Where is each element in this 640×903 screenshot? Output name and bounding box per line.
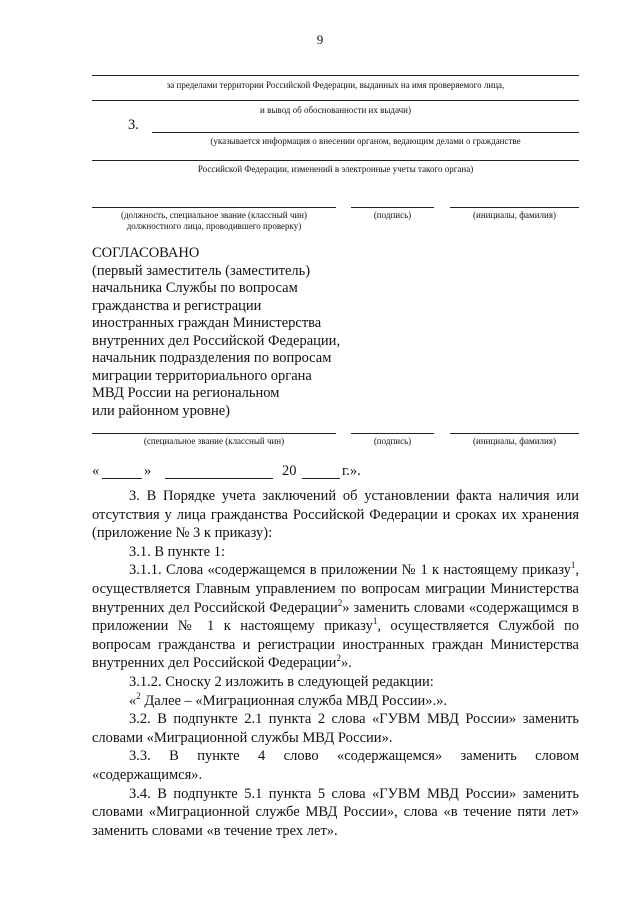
- sig1-position-rule: [92, 207, 336, 208]
- p311-part-c: » заменить словами «содержащимся в приложении № 1 к настоящему приказу: [92, 599, 580, 635]
- form-caption-1: за пределами территории Российской Федерации, выданных на имя проверяемого лица,: [166, 80, 505, 90]
- paragraph-3-1-1: [92, 561, 579, 673]
- sig1-name-rule: [450, 207, 579, 208]
- form-caption-2: и вывод об обоснованности их выдачи): [260, 105, 411, 115]
- paragraph-3-2: 3.2. В подпункте 2.1 пункта 2 слова «ГУВМ МВД России» заменить словами «Миграционной службы МВД России».: [92, 711, 579, 746]
- sig1-position-caption-b: должностного лица, проводившего проверку): [126, 221, 302, 231]
- form-caption-3: (указывается информация о внесении органом, ведающим делами о гражданстве: [210, 136, 521, 146]
- date-open-quote: «: [92, 463, 100, 479]
- form-rule-2: [92, 100, 579, 101]
- paragraph-3: 3. В Порядке учета заключений об установлении факта наличия или отсутствия у лица гражданства Российской Федерации и сроках их хранения (приложение № 3 к приказу):: [92, 488, 579, 542]
- approval-line: или районном уровне): [92, 402, 230, 419]
- paragraph-3-1: 3.1. В пункте 1:: [129, 543, 225, 560]
- p311-part-a: 3.1.1. Слова «содержащемся в приложении № 1 к настоящему приказу: [129, 562, 571, 579]
- footnote-mark: 2: [136, 690, 141, 701]
- footnote-mark: 2: [337, 597, 343, 608]
- approval-line: миграции территориального органа: [92, 367, 312, 384]
- form-item-3-number: 3.: [128, 117, 139, 133]
- page-number: 9: [316, 32, 324, 47]
- p311-part-e: ».: [340, 655, 352, 672]
- date-year-blank: [302, 478, 340, 479]
- date-suffix: г.».: [342, 463, 361, 479]
- approval-line: (первый заместитель (заместитель): [92, 262, 311, 279]
- approval-heading: СОГЛАСОВАНО: [92, 245, 200, 261]
- date-month-blank: [165, 478, 273, 479]
- sig2-name-rule: [450, 433, 579, 434]
- sig1-name-caption: (инициалы, фамилия): [473, 210, 556, 220]
- paragraph-3-4: 3.4. В подпункте 5.1 пункта 5 слова «ГУВМ МВД России» заменить словами «Миграционной службе МВД России», слова «в течение пяти лет» заменить словами «в течение трех лет».: [92, 785, 579, 839]
- sig1-position-caption-a: (должность, специальное звание (классный чин): [120, 210, 307, 220]
- form-rule-3: [152, 132, 579, 133]
- amendment-text: [92, 487, 579, 840]
- date-day-blank: [102, 478, 142, 479]
- footnote-mark: 2: [336, 653, 341, 664]
- sig2-rank-caption: (специальное звание (классный чин): [143, 436, 285, 446]
- p311-part-b: , осуществляется Главным управлением по вопросам миграции Министерства внутренних дел Российской Федерации: [92, 562, 579, 616]
- approval-line: начальника Службы по вопросам: [92, 280, 298, 296]
- date-year-prefix: 20: [282, 463, 297, 479]
- footnote-mark: 1: [570, 560, 576, 571]
- sig1-position-caption: [92, 210, 336, 232]
- approval-line: внутренних дел Российской Федерации,: [92, 332, 341, 349]
- approval-line: иностранных граждан Министерства: [92, 315, 322, 331]
- form-rule-1: [92, 75, 579, 76]
- sig2-signature-caption: (подпись): [373, 436, 412, 446]
- sig1-signature-rule: [351, 207, 434, 208]
- footnote-body: Далее – «Миграционная служба МВД России».».: [140, 692, 447, 709]
- sig1-signature-caption: (подпись): [373, 210, 412, 220]
- form-caption-4: Российской Федерации, изменений в электронные учеты такого органа): [197, 164, 474, 174]
- sig2-name-caption: (инициалы, фамилия): [473, 436, 556, 446]
- approval-line: МВД России на региональном: [92, 385, 280, 401]
- footnote-open-quote: «: [129, 692, 137, 709]
- footnote-mark: 1: [372, 616, 378, 627]
- footnote-2-text: [92, 692, 579, 711]
- date-close-quote: »: [144, 463, 152, 479]
- form-rule-4: [92, 160, 579, 161]
- sig2-rank-rule: [92, 433, 336, 434]
- sig2-signature-rule: [351, 433, 434, 434]
- approval-line: гражданства и регистрации: [92, 297, 262, 314]
- approval-line: начальник подразделения по вопросам: [92, 350, 332, 366]
- paragraph-3-1-2: 3.1.2. Сноску 2 изложить в следующей редакции:: [129, 673, 434, 690]
- approval-block: [92, 245, 340, 420]
- paragraph-3-3: 3.3. В пункте 4 слово «содержащемся» заменить словом «содержащимся».: [92, 748, 579, 783]
- p311-part-d: , осуществляется Службой по вопросам гражданства и регистрации иностранных граждан Министерства внутренних дел Российской Федерации: [92, 618, 579, 672]
